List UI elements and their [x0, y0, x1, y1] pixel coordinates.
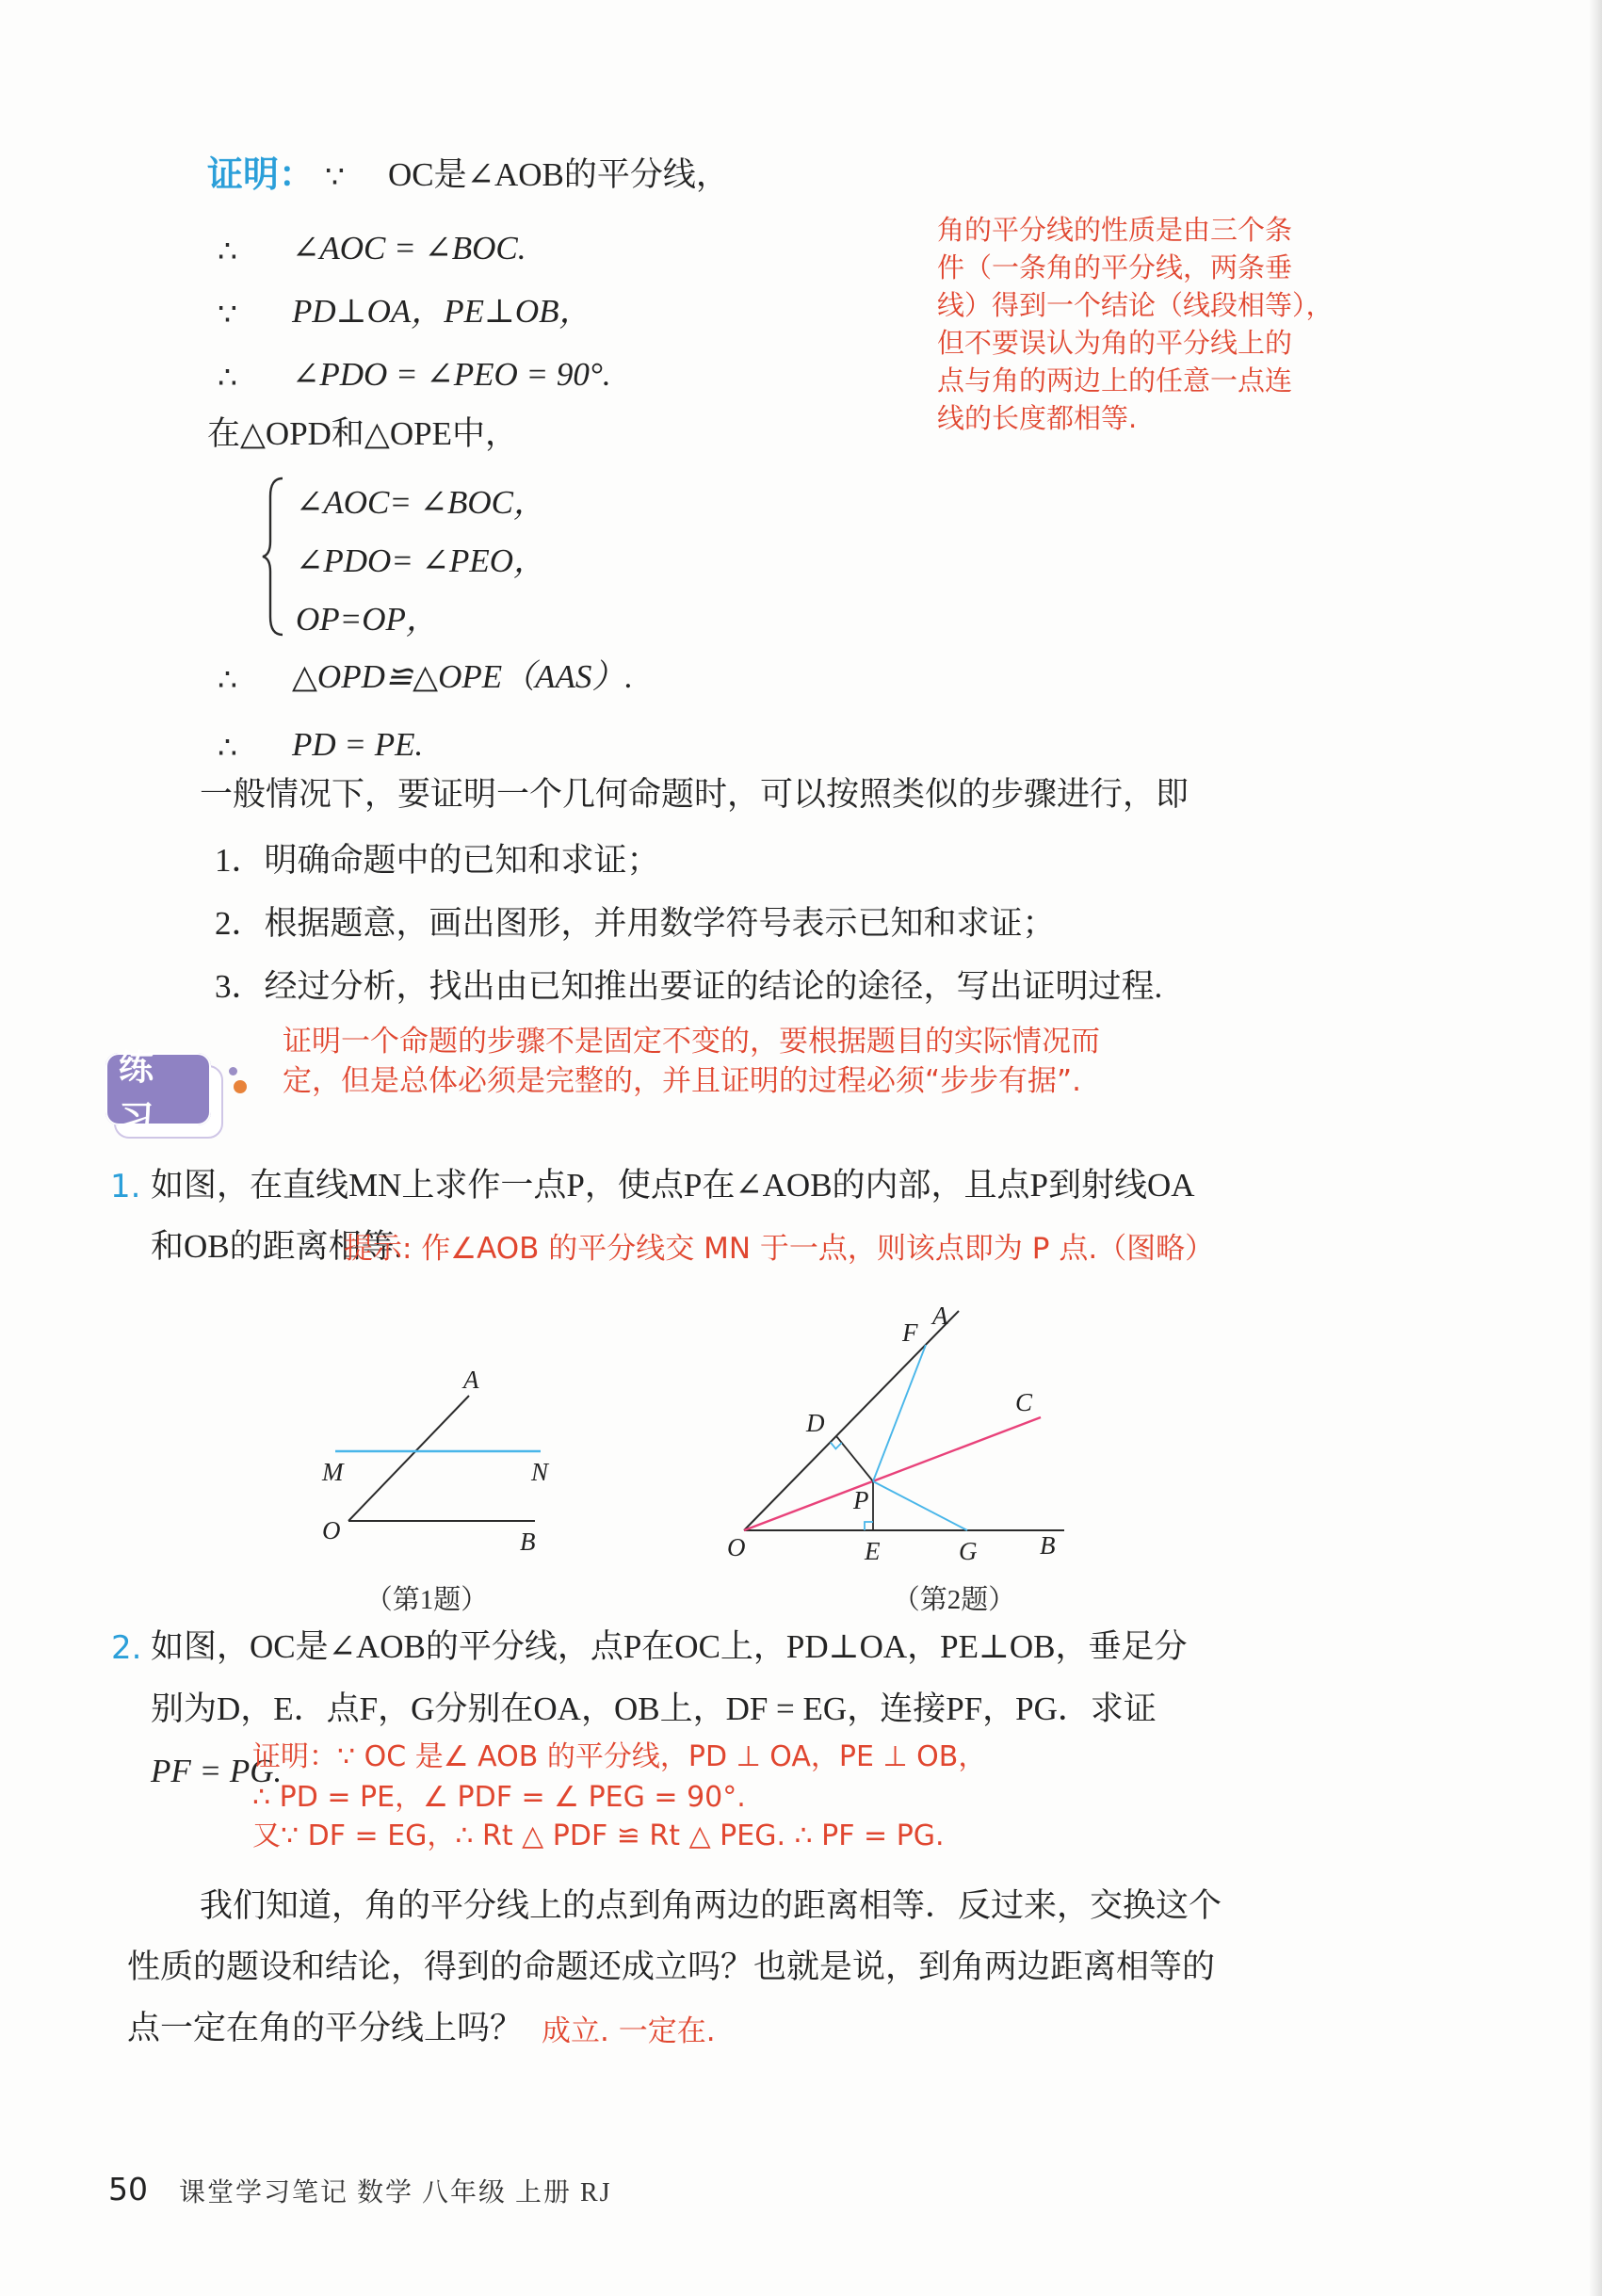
- label-d: D: [806, 1409, 825, 1437]
- proof-statement: ∠PDO = ∠PEO = 90°.: [292, 356, 611, 393]
- label-m: M: [322, 1458, 344, 1486]
- exercise2-number: 2.: [111, 1629, 142, 1667]
- closing-paragraph-line: 点一定在角的平分线上吗？: [127, 2010, 524, 2046]
- practice-note-line: 证明一个命题的步骤不是固定不变的，要根据题目的实际情况而: [283, 1025, 1100, 1059]
- bisector-oc-line: [744, 1417, 1041, 1530]
- right-angle-mark-d: [831, 1442, 842, 1448]
- page-edge-shading: [1589, 0, 1602, 2296]
- exercise1-text: 和OB的距离相等.: [151, 1228, 403, 1265]
- proof-statement: PD⊥OA，PE⊥OB，: [292, 293, 592, 330]
- system-brace: [260, 476, 286, 638]
- because-symbol: ∵: [218, 299, 237, 332]
- margin-note-line: 但不要误认为角的平分线上的: [937, 327, 1293, 359]
- figure2-caption: （第2题）: [892, 1585, 1016, 1615]
- label-p: P: [853, 1486, 869, 1514]
- therefore-symbol: ∴: [218, 664, 237, 698]
- proof-statement: 在△OPD和△OPE中，: [207, 415, 518, 452]
- practice-badge-label: 练 习: [119, 1046, 167, 1139]
- exercise2-answer-line: 又∵ DF = EG，∴ Rt △ PDF ≌ Rt △ PEG. ∴ PF = PG.: [252, 1819, 945, 1852]
- segment-pf-blue: [873, 1345, 926, 1481]
- step-item: 1．明确命题中的已知和求证；: [215, 842, 660, 879]
- proof-label: 证明：: [207, 154, 316, 195]
- therefore-symbol: ∴: [218, 732, 237, 766]
- label-e: E: [865, 1537, 881, 1565]
- practice-note-line: 定，但是总体必须是完整的，并且证明的过程必须“步步有据”.: [283, 1064, 1081, 1098]
- figure-problem1: [283, 1337, 584, 1573]
- exercise2-text: PF = PG.: [151, 1753, 283, 1789]
- exercise2-text: 如图，OC是∠AOB的平分线，点P在OC上，PD⊥OA，PE⊥OB，垂足分: [151, 1628, 1188, 1665]
- steps-intro: 一般情况下，要证明一个几何命题时，可以按照类似的步骤进行，即: [200, 776, 1189, 813]
- ray-oa-line: [744, 1311, 959, 1530]
- proof-conclusion: △OPD≌△OPE（AAS）.: [292, 658, 634, 695]
- label-o: O: [727, 1533, 746, 1561]
- system-equation: ∠PDO= ∠PEO，: [296, 542, 546, 579]
- decorative-dot-orange: [234, 1080, 247, 1093]
- decorative-dot-purple: [229, 1067, 237, 1075]
- margin-note-line: 点与角的两边上的任意一点连: [937, 364, 1293, 396]
- label-n: N: [531, 1458, 549, 1486]
- system-equation: ∠AOC= ∠BOC，: [296, 484, 547, 521]
- step-item: 3．经过分析，找出由已知推出要证的结论的途径，写出证明过程.: [215, 968, 1163, 1005]
- because-symbol: ∵: [325, 161, 345, 195]
- therefore-symbol: ∴: [218, 362, 237, 396]
- segment-pg-blue: [873, 1481, 967, 1530]
- closing-paragraph-line: 我们知道，角的平分线上的点到角两边的距离相等．反过来，交换这个: [200, 1887, 1222, 1924]
- label-b: B: [520, 1528, 536, 1556]
- figure-problem2: [716, 1300, 1092, 1575]
- label-a: A: [932, 1302, 948, 1330]
- footer-text: 课堂学习笔记 数学 八年级 上册 RJ: [179, 2178, 612, 2207]
- label-a: A: [463, 1366, 479, 1394]
- page-number: 50: [108, 2171, 148, 2207]
- label-c: C: [1015, 1388, 1033, 1416]
- step-item: 2．根据题意，画出图形，并用数学符号表示已知和求证；: [215, 905, 1056, 942]
- closing-paragraph-line: 性质的题设和结论，得到的命题还成立吗？也就是说，到角两边距离相等的: [127, 1948, 1216, 1985]
- figure1-caption: （第1题）: [364, 1585, 489, 1615]
- exercise2-answer-line: 证明：∵ OC 是∠ AOB 的平分线，PD ⊥ OA，PE ⊥ OB，: [252, 1740, 987, 1773]
- label-o: O: [322, 1516, 341, 1544]
- system-equation: OP=OP，: [296, 601, 439, 638]
- proof-statement: ∠AOC = ∠BOC.: [292, 230, 526, 267]
- margin-note-line: 线）得到一个结论（线段相等），: [937, 289, 1334, 321]
- exercise1-number: 1.: [110, 1168, 141, 1205]
- margin-note-line: 件（一条角的平分线，两条垂: [937, 251, 1293, 283]
- right-angle-mark-e: [865, 1522, 873, 1530]
- margin-note-line: 线的长度都相等.: [937, 402, 1138, 434]
- label-g: G: [959, 1537, 978, 1565]
- exercise2-answer-line: ∴ PD = PE，∠ PDF = ∠ PEG = 90°.: [252, 1781, 746, 1814]
- margin-note-line: 角的平分线的性质是由三个条: [937, 214, 1293, 246]
- exercise1-text: 如图，在直线MN上求作一点P，使点P在∠AOB的内部，且点P到射线OA: [151, 1167, 1195, 1204]
- ray-oa-line: [348, 1396, 469, 1521]
- exercise2-text: 别为D，E．点F，G分别在OA，OB上，DF = EG，连接PF，PG．求证: [151, 1690, 1157, 1727]
- label-f: F: [902, 1318, 918, 1347]
- exercise1-hint: 提示: 作∠AOB 的平分线交 MN 于一点，则该点即为 P 点.（图略）: [344, 1232, 1215, 1266]
- closing-answer: 成立. 一定在.: [542, 2014, 716, 2048]
- proof-conclusion: PD = PE.: [292, 726, 424, 763]
- label-b: B: [1040, 1531, 1056, 1560]
- proof-statement: OC是∠AOB的平分线，: [388, 156, 729, 193]
- practice-badge: [105, 1046, 211, 1139]
- therefore-symbol: ∴: [218, 235, 237, 269]
